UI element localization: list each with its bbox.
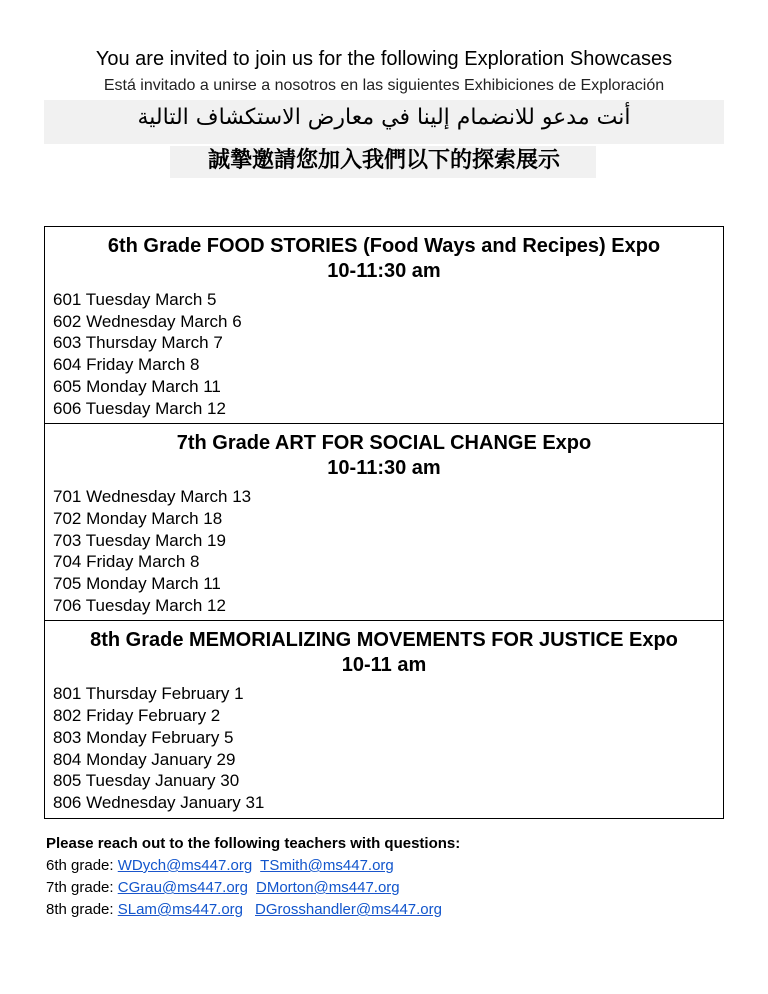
date-item: 601 Tuesday March 5 — [53, 290, 217, 309]
date-item: 803 Monday February 5 — [53, 727, 234, 747]
teacher-email-link[interactable]: DGrosshandler@ms447.org — [255, 901, 442, 918]
date-item: 606 Tuesday March 12 — [53, 398, 226, 418]
section-title: 7th Grade ART FOR SOCIAL CHANGE Expo — [176, 432, 592, 455]
teacher-email-link[interactable]: WDych@ms447.org — [117, 857, 253, 874]
section-time: 10-11:30 am — [327, 457, 441, 480]
invitation-chinese: 誠摯邀請您加入我們以下的探索展示 — [207, 148, 560, 173]
date-item: 703 Tuesday March 19 — [53, 530, 226, 550]
section-8th-grade — [45, 620, 723, 817]
invitation-arabic: أنت مدعو للانضمام إلينا في معارض الاستكشاف التالية — [137, 105, 631, 130]
teacher-email-link[interactable]: CGrau@ms447.org — [117, 879, 249, 896]
section-7th-grade — [45, 423, 723, 620]
invitation-spanish: Está invitado a unirse a nosotros en las siguientes Exhibiciones de Exploración — [103, 77, 665, 94]
date-list — [53, 683, 715, 813]
date-item: 806 Wednesday January 31 — [53, 792, 265, 812]
date-list — [53, 289, 715, 419]
date-item: 602 Wednesday March 6 — [53, 311, 242, 331]
contact-section — [46, 833, 726, 921]
section-time: 10-11 am — [341, 654, 427, 677]
teacher-email-link[interactable]: TSmith@ms447.org — [260, 857, 394, 874]
grade-label: 7th grade: — [46, 879, 114, 896]
teacher-email-link[interactable]: SLam@ms447.org — [117, 901, 244, 918]
date-item: 802 Friday February 2 — [53, 706, 221, 726]
section-title: 6th Grade FOOD STORIES (Food Ways and Recipes) Expo — [107, 235, 661, 257]
section-time: 10-11:30 am — [327, 260, 441, 282]
grade-label: 8th grade: — [46, 901, 114, 918]
showcase-table — [44, 226, 724, 819]
section-6th-grade — [45, 227, 723, 423]
date-item: 805 Tuesday January 30 — [53, 771, 240, 791]
invitation-english: You are invited to join us for the following Exploration Showcases — [95, 48, 673, 70]
date-list — [53, 486, 715, 616]
teacher-email-link[interactable]: DMorton@ms447.org — [256, 879, 400, 896]
date-item: 705 Monday March 11 — [53, 574, 221, 594]
section-title: 8th Grade MEMORIALIZING MOVEMENTS FOR JUSTICE Expo — [90, 629, 678, 652]
date-item: 605 Monday March 11 — [53, 376, 221, 396]
date-item: 801 Thursday February 1 — [53, 684, 244, 704]
date-item: 701 Wednesday March 13 — [53, 487, 252, 507]
contact-row-8th — [46, 899, 726, 921]
contact-row-7th — [46, 877, 726, 899]
date-item: 706 Tuesday March 12 — [53, 595, 226, 615]
date-item: 603 Thursday March 7 — [53, 333, 223, 353]
date-item: 804 Monday January 29 — [53, 749, 236, 769]
date-item: 604 Friday March 8 — [53, 355, 200, 375]
date-item: 702 Monday March 18 — [53, 508, 223, 528]
date-item: 704 Friday March 8 — [53, 552, 200, 572]
contact-row-6th — [46, 855, 726, 877]
grade-label: 6th grade: — [46, 857, 114, 874]
contact-heading: Please reach out to the following teachers with questions: — [46, 835, 461, 852]
